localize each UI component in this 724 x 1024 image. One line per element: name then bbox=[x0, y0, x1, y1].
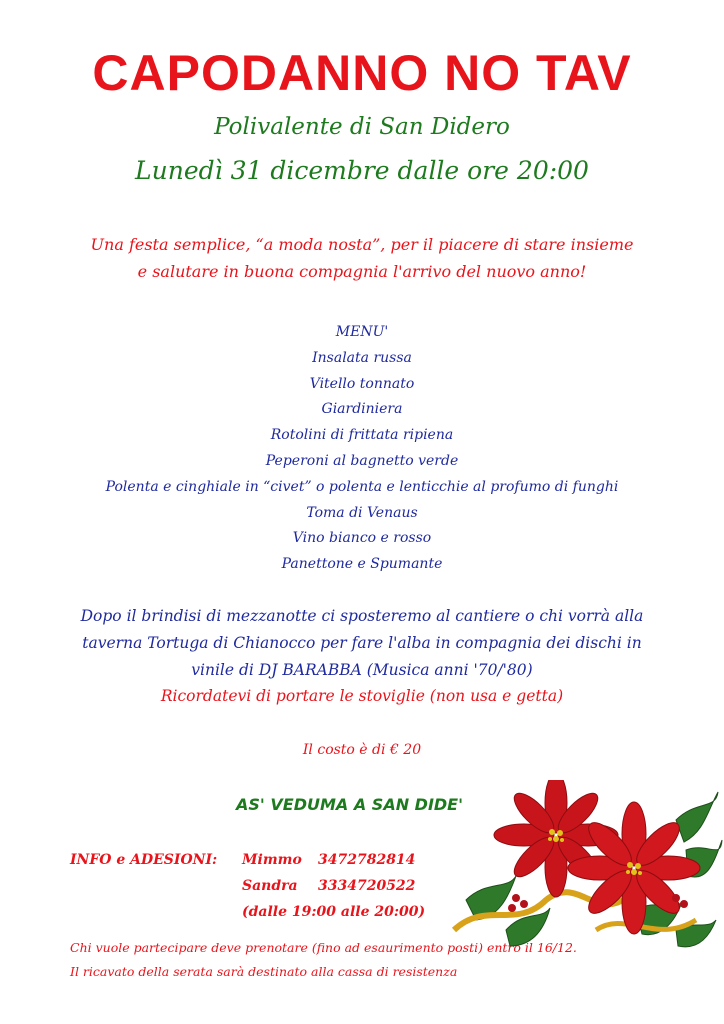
page-title: CAPODANNO NO TAV bbox=[92, 45, 632, 101]
footer-line-2: Il ricavato della serata sarà destinato alla cassa di resistenza bbox=[70, 964, 458, 979]
menu-item: Giardiniera bbox=[321, 401, 403, 418]
menu-item: Insalata russa bbox=[312, 349, 412, 366]
after-party-line: Dopo il brindisi di mezzanotte ci sposteremo al cantiere o chi vorrà alla bbox=[80, 607, 644, 625]
contact-mimmo bbox=[242, 852, 415, 868]
menu-item: Rotolini di frittata ripiena bbox=[270, 427, 454, 444]
menu-item: Vitello tonnato bbox=[309, 375, 415, 392]
greeting: AS' VEDUMA A SAN DIDE' bbox=[236, 795, 463, 814]
footer-line-1: Chi vuole partecipare deve prenotare (fino ad esaurimento posti) entro il 16/12. bbox=[70, 940, 577, 955]
event-date: Lunedì 31 dicembre dalle ore 20:00 bbox=[135, 156, 589, 185]
contact-phone: 3472782814 bbox=[318, 852, 416, 868]
cost: Il costo è di € 20 bbox=[302, 742, 422, 758]
contact-name: Sandra bbox=[242, 878, 298, 894]
menu-item: Vino bianco e rosso bbox=[292, 530, 432, 547]
after-party-line: taverna Tortuga di Chianocco per fare l'alba in compagnia dei dischi in bbox=[82, 634, 642, 652]
menu-item: Peperoni al bagnetto verde bbox=[265, 452, 459, 469]
menu-item: Toma di Venaus bbox=[306, 504, 418, 521]
after-party-info bbox=[0, 603, 724, 684]
contact-sandra bbox=[242, 878, 415, 894]
menu bbox=[0, 320, 724, 578]
intro-line-2: e salutare in buona compagnia l'arrivo del nuovo anno! bbox=[137, 262, 587, 281]
menu-heading: MENU' bbox=[335, 324, 389, 340]
menu-item: Polenta e cinghiale in “civet” o polenta e lenticchie al profumo di funghi bbox=[105, 478, 619, 495]
contact-name: Mimmo bbox=[242, 852, 302, 868]
menu-item: Panettone e Spumante bbox=[281, 556, 443, 573]
info-label: INFO e ADESIONI: bbox=[70, 852, 218, 868]
contact-hours: (dalle 19:00 alle 20:00) bbox=[242, 904, 426, 920]
poinsettia-icon bbox=[446, 780, 724, 950]
venue: Polivalente di San Didero bbox=[214, 114, 510, 140]
intro-line-1: Una festa semplice, “a moda nosta”, per il piacere di stare insieme bbox=[90, 235, 634, 254]
after-party-line: vinile di DJ BARABBA (Musica anni '70/'80) bbox=[191, 661, 533, 679]
reminder: Ricordatevi di portare le stoviglie (non usa e getta) bbox=[160, 687, 564, 705]
contact-phone: 3334720522 bbox=[318, 878, 416, 894]
